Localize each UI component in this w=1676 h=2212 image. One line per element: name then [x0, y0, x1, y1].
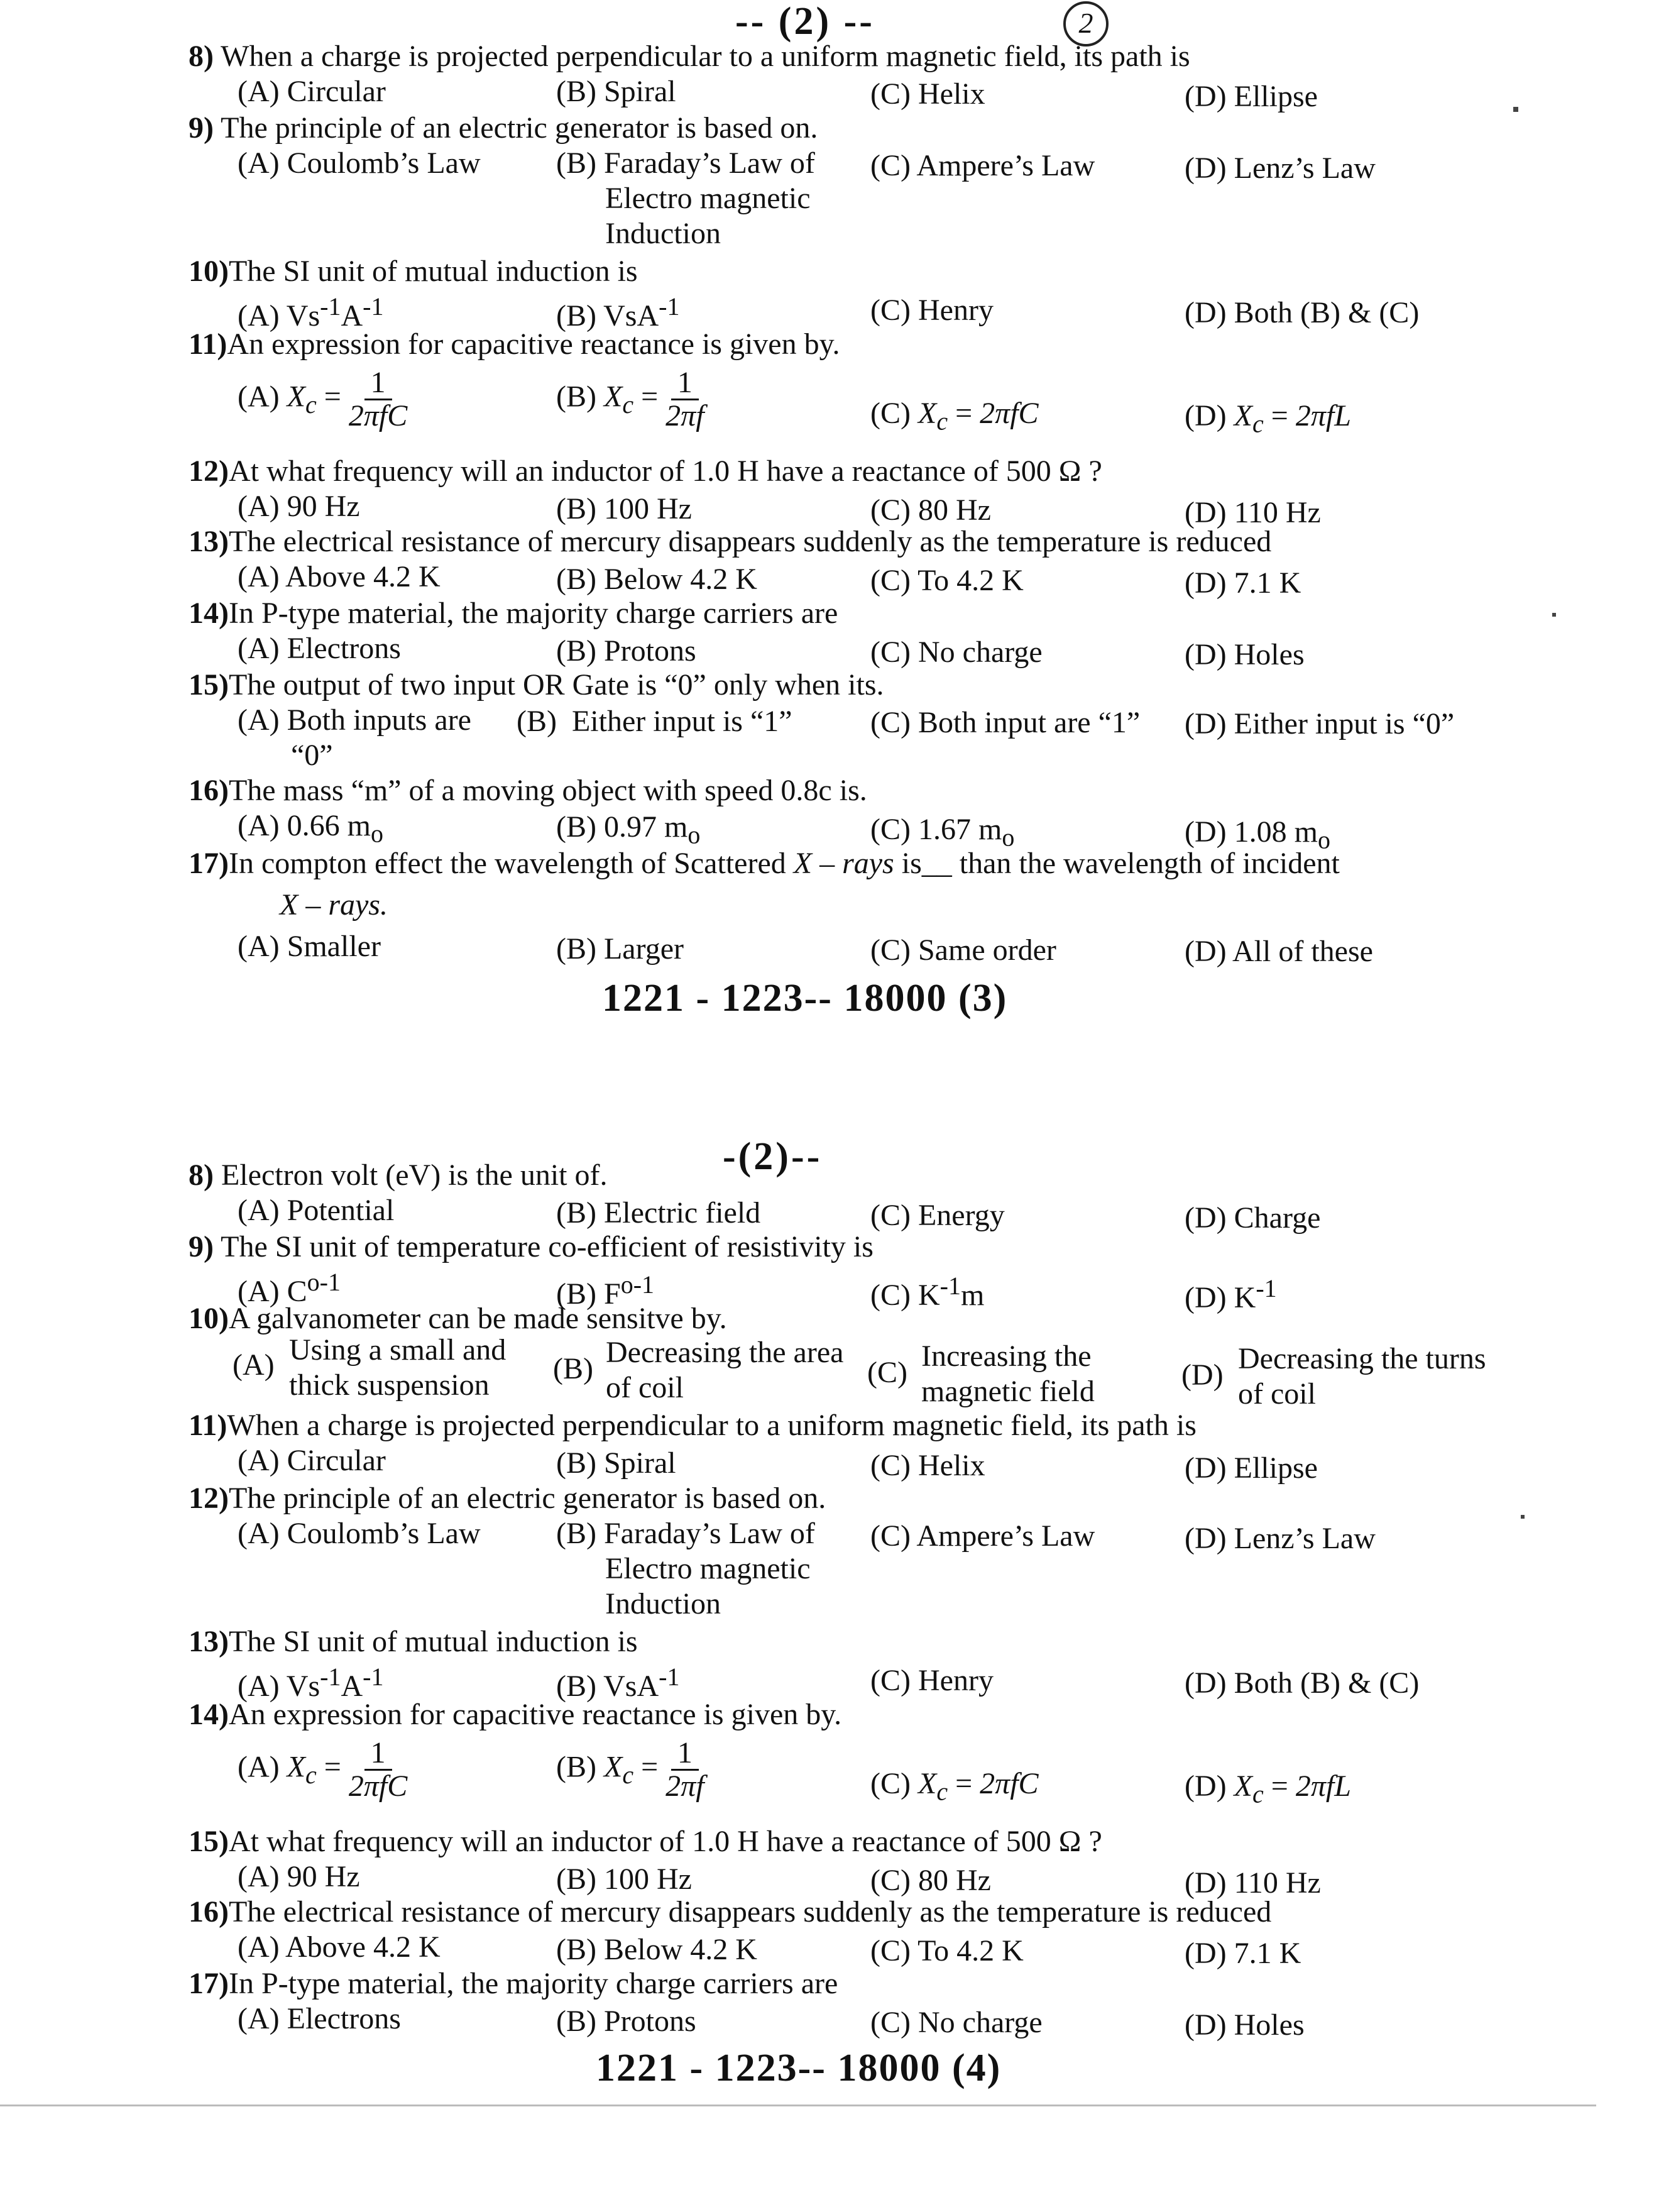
option-c: (C) 1.67 $m_o$	[870, 813, 1015, 852]
question-11: 11)An expression for capacitive reactance is given by.	[189, 327, 840, 361]
option-b: (B) Below 4.2 K	[556, 563, 757, 596]
option-d: (D) Ellipse	[1185, 80, 1318, 113]
option-c: (C) To 4.2 K	[870, 564, 1024, 597]
option-b: (B) Larger	[556, 932, 684, 966]
option-a: (A) Circular	[238, 75, 386, 108]
option-d: (D) Both (B) & (C)	[1185, 1666, 1420, 1700]
option-a: (A) Electrons	[238, 632, 401, 665]
option-a: (A) $X_c$ = $\frac{1}{\text{2πfC}}$	[238, 1736, 408, 1803]
option-a: (A) Coulomb’s Law	[238, 1517, 481, 1550]
option-a: (A) $X_c$ = $\frac{1}{\text{2πfC}}$	[238, 366, 408, 432]
option-a: (A) $C^{o-1}$	[238, 1268, 341, 1308]
option-b: (B) Spiral	[556, 1446, 676, 1480]
option-d: (D) $X_c = 2\pi fL$	[1185, 399, 1351, 438]
question-9: 9) The principle of an electric generator is based on.	[189, 111, 818, 145]
option-d: (D) $K^{-1}$	[1185, 1274, 1277, 1314]
scan-speck	[1552, 613, 1556, 617]
option-c: (C) To 4.2 K	[870, 1934, 1024, 1967]
option-a-line-2: thick suspension	[289, 1368, 490, 1402]
option-c: (C) Energy	[870, 1199, 1005, 1232]
option-a-line-1: Using a small and	[289, 1333, 507, 1367]
page-header: -(2)--	[723, 1135, 823, 1178]
option-b: (B) $X_c$ = $\frac{1}{2\pi f}$	[556, 366, 704, 432]
option-b-line-2: Electro magnetic	[605, 182, 811, 215]
option-b-line-1: Decreasing the area	[606, 1336, 844, 1369]
option-d: (D) 7.1 K	[1185, 1937, 1301, 1970]
option-d: (D) All of these	[1185, 935, 1373, 968]
question-12: 12)At what frequency will an inductor of 1.0 H have a reactance of 500 Ω ?	[189, 454, 1102, 488]
option-d: (D) Both (B) & (C)	[1185, 296, 1420, 329]
option-a-line-2: “0”	[291, 739, 333, 772]
option-c: (C) No charge	[870, 636, 1043, 669]
option-c: (C) $X_c = 2\pi fC$	[870, 1767, 1039, 1806]
option-a: (A) Above 4.2 K	[238, 560, 441, 593]
option-a: (A) Potential	[238, 1194, 395, 1227]
question-8: 8) Electron volt (eV) is the unit of.	[189, 1158, 608, 1192]
page-header: -- (2) --	[735, 0, 875, 43]
question-13: 13)The electrical resistance of mercury disappears suddenly as the temperature is reduced	[189, 525, 1272, 558]
option-b-line-2: Electro magnetic	[605, 1552, 811, 1585]
option-d-label: (D)	[1181, 1358, 1224, 1392]
option-d: (D) 1.08 $m_o$	[1185, 815, 1330, 854]
option-d: (D) 110 Hz	[1185, 1866, 1321, 1900]
question-16: 16)The mass “m” of a moving object with speed 0.8c is.	[189, 774, 867, 807]
circled-page-mark: 2	[1063, 1, 1109, 47]
option-c: (C) Henry	[870, 294, 994, 327]
question-10: 10)The SI unit of mutual induction is	[189, 255, 638, 288]
option-a: (A) $Vs^{-1}A^{-1}$	[238, 292, 384, 333]
question-16: 16)The electrical resistance of mercury disappears suddenly as the temperature is reduced	[189, 1895, 1272, 1929]
option-c: (C) Helix	[870, 77, 985, 111]
option-b: (B) Faraday’s Law of	[556, 146, 815, 180]
option-c: (C) Helix	[870, 1449, 985, 1482]
option-c: (C) 80 Hz	[870, 1864, 991, 1897]
scan-speck	[1521, 1515, 1525, 1519]
option-d-line-2: of coil	[1238, 1377, 1316, 1411]
option-a: (A) Electrons	[238, 2002, 401, 2035]
option-d: (D) Holes	[1185, 638, 1305, 671]
option-d: (D) Ellipse	[1185, 1451, 1318, 1485]
question-14: 14)An expression for capacitive reactance is given by.	[189, 1698, 842, 1731]
page-footer: 1221 - 1223-- 18000 (3)	[602, 977, 1008, 1020]
option-a: (A) Above 4.2 K	[238, 1930, 441, 1964]
option-a: (A) 0.66 $m_o$	[238, 809, 383, 848]
option-c: (C) Both input are “1”	[870, 706, 1141, 739]
option-c: (C) 80 Hz	[870, 493, 991, 527]
option-b: (B) Protons	[556, 634, 696, 668]
option-a-label: (A)	[233, 1348, 275, 1382]
question-10: 10)A galvanometer can be made sensitve by.	[189, 1302, 727, 1335]
page-footer: 1221 - 1223-- 18000 (4)	[596, 2047, 1002, 2089]
option-c: (C) Same order	[870, 933, 1056, 967]
question-17: 17)In P-type material, the majority charge carriers are	[189, 1967, 838, 2000]
question-14: 14)In P-type material, the majority charge carriers are	[189, 597, 838, 630]
option-d: (D) 110 Hz	[1185, 496, 1321, 529]
option-b-label: (B)	[553, 1352, 593, 1385]
question-11: 11)When a charge is projected perpendicular to a uniform magnetic field, its path is	[189, 1409, 1197, 1442]
option-a: (A) Coulomb’s Law	[238, 146, 481, 180]
question-15: 15)At what frequency will an inductor of 1.0 H have a reactance of 500 Ω ?	[189, 1825, 1102, 1858]
option-b: (B) VsA$^{-1}$	[556, 292, 680, 333]
option-a: (A) $Vs^{-1}A^{-1}$	[238, 1663, 384, 1703]
option-b: (B) 0.97 $m_o$	[556, 810, 701, 849]
question-15: 15)The output of two input OR Gate is “0” only when its.	[189, 668, 884, 702]
option-b: (B) Faraday’s Law of	[556, 1517, 815, 1550]
option-d-line-1: Decreasing the turns	[1238, 1342, 1486, 1375]
option-a: (A) 90 Hz	[238, 1860, 360, 1893]
option-d: (D) 7.1 K	[1185, 566, 1301, 600]
question-9: 9) The SI unit of temperature co-efficient of resistivity is	[189, 1230, 874, 1263]
option-b: (B) Either input is “1”	[517, 705, 792, 738]
question-17-continuation: X – rays.	[280, 888, 388, 922]
option-d: (D) Lenz’s Law	[1185, 151, 1376, 185]
option-b: (B) Electric field	[556, 1196, 761, 1230]
question-17: 17)In compton effect the wavelength of Scattered X – rays is__ than the wavelength of incident	[189, 847, 1340, 880]
question-13: 13)The SI unit of mutual induction is	[189, 1625, 638, 1658]
option-c: (C) Henry	[870, 1664, 994, 1697]
option-b-line-2: of coil	[606, 1371, 684, 1404]
option-b: (B) VsA$^{-1}$	[556, 1663, 680, 1703]
option-c: (C) $X_c = 2\pi fC$	[870, 397, 1039, 436]
option-a: (A) Smaller	[238, 930, 381, 963]
option-a: (A) Circular	[238, 1444, 386, 1477]
option-b: (B) Spiral	[556, 75, 676, 108]
option-c-line-1: Increasing the	[921, 1340, 1092, 1373]
option-b: (B) $F^{o-1}$	[556, 1270, 655, 1311]
option-c: (C) Ampere’s Law	[870, 1519, 1095, 1553]
option-c: (C) Ampere’s Law	[870, 149, 1095, 182]
option-b: (B) 100 Hz	[556, 1863, 692, 1896]
option-b-line-3: Induction	[605, 1587, 721, 1620]
question-8: 8) When a charge is projected perpendicular to a uniform magnetic field, its path is	[189, 40, 1190, 73]
option-d: (D) $X_c = 2\pi fL$	[1185, 1769, 1351, 1808]
option-d: (D) Lenz’s Law	[1185, 1522, 1376, 1555]
option-c-line-2: magnetic field	[921, 1375, 1095, 1408]
option-b: (B) 100 Hz	[556, 492, 692, 525]
option-b: (B) Below 4.2 K	[556, 1933, 757, 1966]
option-c: (C) $K^{-1}m$	[870, 1272, 985, 1312]
option-b-line-3: Induction	[605, 217, 721, 250]
option-c-label: (C)	[867, 1356, 907, 1389]
option-a: (A) 90 Hz	[238, 490, 360, 523]
option-d: (D) Holes	[1185, 2008, 1305, 2042]
option-b: (B) $X_c$ = $\frac{1}{2\pi f}$	[556, 1736, 704, 1803]
question-12: 12)The principle of an electric generator is based on.	[189, 1482, 826, 1515]
option-b: (B) Protons	[556, 2005, 696, 2038]
option-c: (C) No charge	[870, 2006, 1043, 2039]
scan-edge-line	[0, 2105, 1596, 2106]
option-a: (A) Both inputs are	[238, 703, 471, 737]
scan-speck	[1513, 107, 1518, 112]
option-d: (D) Either input is “0”	[1185, 707, 1455, 740]
option-d: (D) Charge	[1185, 1201, 1321, 1235]
